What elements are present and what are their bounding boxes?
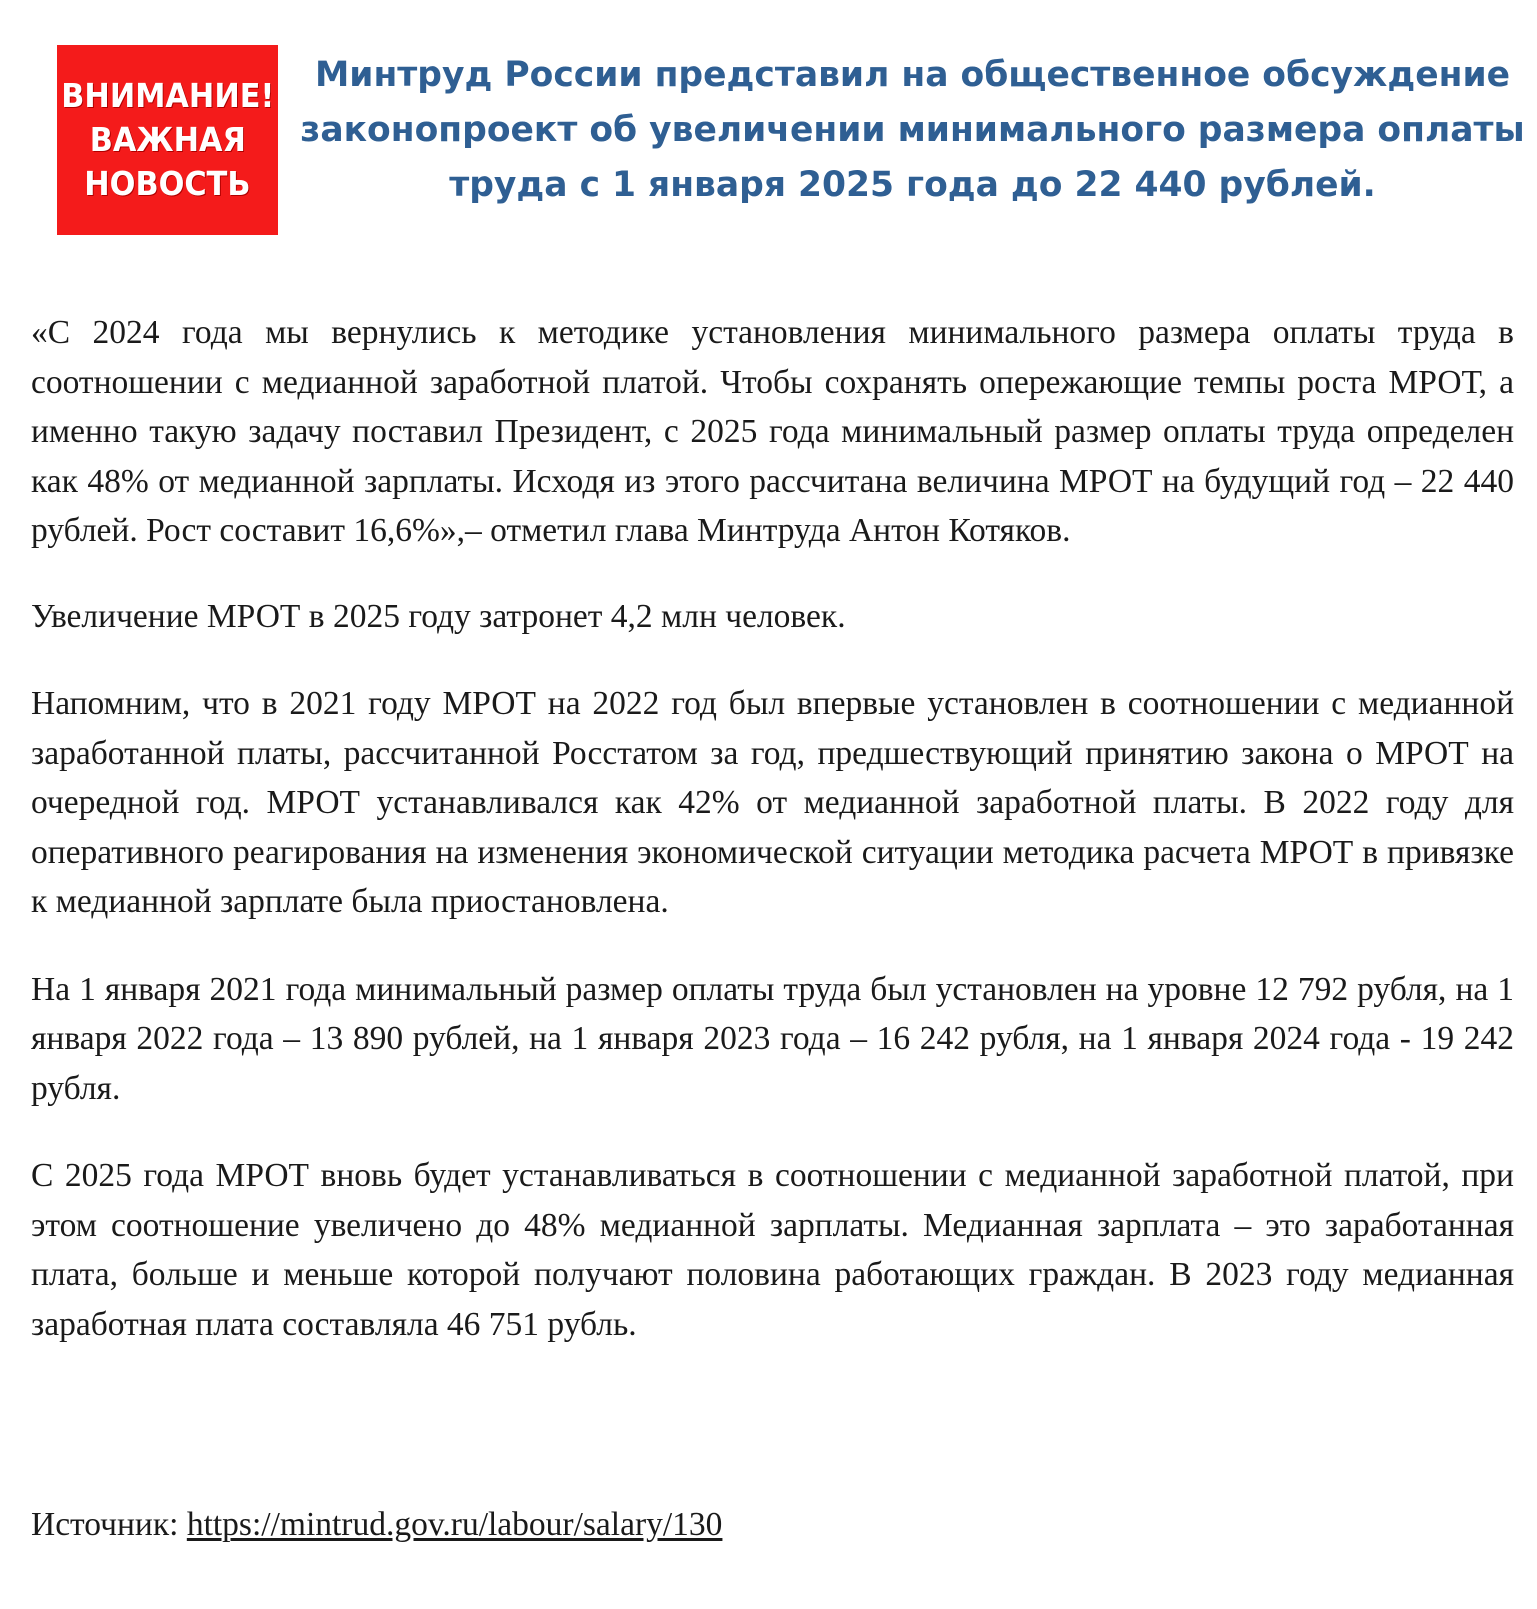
source-label: Источник: xyxy=(31,1506,187,1543)
badge-line-important: ВАЖНАЯ xyxy=(89,120,246,159)
source-line xyxy=(31,1500,722,1550)
article-body xyxy=(31,308,1514,1349)
badge-line-attention: ВНИМАНИЕ! xyxy=(60,76,275,115)
paragraph-history: Напомним, что в 2021 году МРОТ на 2022 год был впервые установлен в соотношении с медианной заработанной платы, рассчитанной Росстатом за год, предшествующий принятию закона о МРОТ на очередной год. МРОТ устанавливался как 42% от медианной заработной платы. В 2022 году для оперативного реагирования на изменения экономической ситуации методика расчета МРОТ в привязке к медианной зарплате была приостановлена. xyxy=(31,685,1514,920)
paragraph-affected: Увеличение МРОТ в 2025 году затронет 4,2 млн человек. xyxy=(31,597,846,635)
source-link[interactable]: https://mintrud.gov.ru/labour/salary/130 xyxy=(186,1506,723,1543)
important-news-badge xyxy=(57,45,278,235)
paragraph-median: С 2025 года МРОТ вновь будет устанавливаться в соотношении с медианной заработной платой, при этом соотношение увеличено до 48% медианной зарплаты. Медианная зарплата – это заработанная плата, больше и меньше которой получают половина работающих граждан. В 2023 году медианная заработная плата составляла 46 751 рубль. xyxy=(31,1157,1514,1343)
headline: Минтруд России представил на общественное обсуждение законопроект об увеличении минимального размера оплаты труда с 1 января 2025 года до 22 440 рублей. xyxy=(300,55,1525,205)
badge-line-news: НОВОСТЬ xyxy=(84,164,251,203)
paragraph-quote: «С 2024 года мы вернулись к методике установления минимального размера оплаты труда в соотношении с медианной заработной платой. Чтобы сохранять опережающие темпы роста МРОТ, а именно такую задачу поставил Президент, с 2025 года минимальный размер оплаты труда определен как 48% от медианной зарплаты. Исходя из этого рассчитана величина МРОТ на будущий год – 22 440 рублей. Рост составит 16,6%»,– отметил глава Минтруда Антон Котяков. xyxy=(31,314,1514,549)
paragraph-values: На 1 января 2021 года минимальный размер оплаты труда был установлен на уровне 12 792 рубля, на 1 января 2022 года – 13 890 рублей, на 1 января 2023 года – 16 242 рубля, на 1 января 2024 года - 19 242 рубля. xyxy=(31,970,1514,1107)
